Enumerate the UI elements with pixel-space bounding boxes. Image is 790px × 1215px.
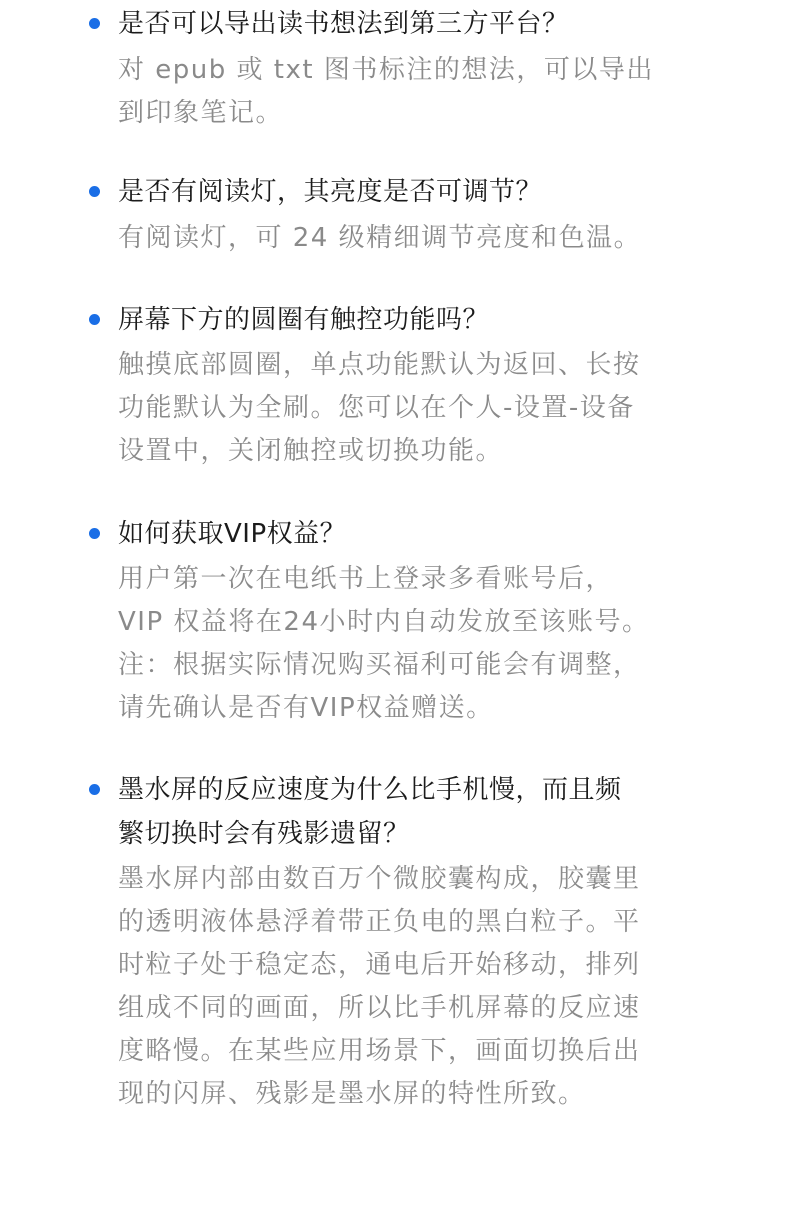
- answer-line: 功能默认为全刷。您可以在个人-设置-设备: [118, 393, 635, 423]
- faq-question: [118, 512, 688, 556]
- answer-line: VIP 权益将在24小时内自动发放至该账号。: [118, 607, 650, 637]
- faq-question: [118, 170, 688, 214]
- faq-answer: [118, 858, 688, 1116]
- answer-line: 设置中，关闭触控或切换功能。: [118, 436, 504, 466]
- question-line: 屏幕下方的圆圈有触控功能吗？: [118, 305, 490, 335]
- bullet-dot-icon: [89, 528, 100, 539]
- answer-line: 触摸底部圆圈，单点功能默认为返回、长按: [118, 350, 641, 380]
- answer-line: 注：根据实际情况购买福利可能会有调整，: [118, 650, 641, 680]
- answer-line: 有阅读灯，可 24 级精细调节亮度和色温。: [118, 223, 642, 253]
- answer-line: 对 epub 或 txt 图书标注的想法，可以导出: [118, 55, 654, 85]
- answer-line: 的透明液体悬浮着带正负电的黑白粒子。平: [118, 907, 641, 937]
- answer-line: 用户第一次在电纸书上登录多看账号后，: [118, 564, 614, 594]
- answer-line: 度略慢。在某些应用场景下，画面切换后出: [118, 1036, 641, 1066]
- answer-line: 组成不同的画面，所以比手机屏幕的反应速: [118, 993, 641, 1023]
- faq-answer: [118, 558, 688, 730]
- answer-line: 墨水屏内部由数百万个微胶囊构成，胶囊里: [118, 864, 641, 894]
- faq-question: [118, 2, 688, 46]
- faq-answer: [118, 217, 688, 260]
- answer-line: 现的闪屏、残影是墨水屏的特性所致。: [118, 1079, 586, 1109]
- answer-line: 到印象笔记。: [118, 98, 284, 128]
- bullet-dot-icon: [89, 186, 100, 197]
- bullet-dot-icon: [89, 18, 100, 29]
- question-line: 墨水屏的反应速度为什么比手机慢，而且频: [118, 775, 622, 805]
- faq-answer: [118, 344, 688, 473]
- question-line: 是否有阅读灯，其亮度是否可调节？: [118, 177, 543, 207]
- answer-line: 时粒子处于稳定态，通电后开始移动，排列: [118, 950, 641, 980]
- faq-question: [118, 298, 688, 342]
- faq-question: [118, 768, 688, 856]
- faq-answer: [118, 49, 688, 135]
- bullet-dot-icon: [89, 314, 100, 325]
- question-line: 繁切换时会有残影遗留？: [118, 819, 410, 849]
- question-line: 是否可以导出读书想法到第三方平台？: [118, 9, 569, 39]
- bullet-dot-icon: [89, 784, 100, 795]
- answer-line: 请先确认是否有VIP权益赠送。: [118, 693, 494, 723]
- question-line: 如何获取VIP权益？: [118, 519, 347, 549]
